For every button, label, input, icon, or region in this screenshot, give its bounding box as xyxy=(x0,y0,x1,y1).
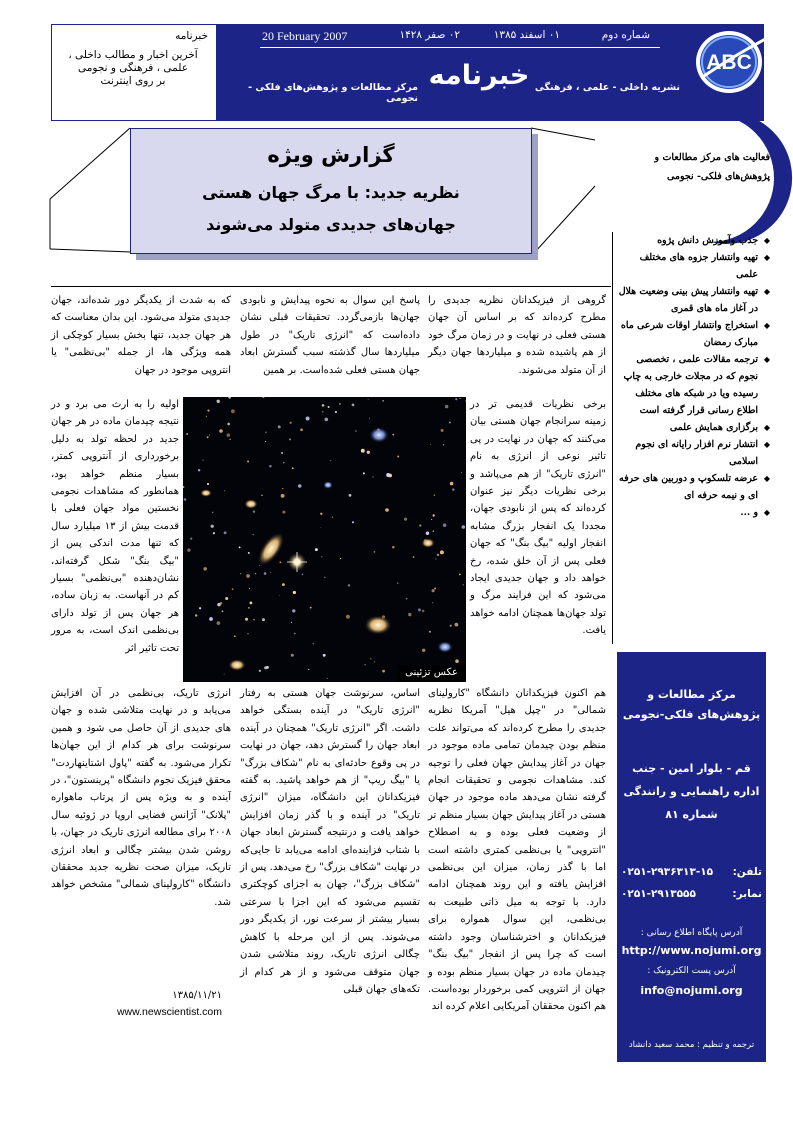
star-dot xyxy=(289,422,291,424)
star-dot xyxy=(465,401,466,402)
star-dot xyxy=(369,418,370,419)
star-dot xyxy=(231,409,235,413)
date-hijri: ۰۲ صفر ۱۴۲۸ xyxy=(399,29,460,41)
galaxy-image-icon xyxy=(183,397,466,682)
report-title: گزارش ویژه xyxy=(267,143,395,167)
star-dot xyxy=(315,548,318,551)
star-dot xyxy=(248,552,250,554)
star-dot xyxy=(372,476,373,477)
box-desc-1: آخرین اخبار و مطالب داخلی ، xyxy=(68,49,198,61)
star-dot xyxy=(440,550,444,554)
star-dot xyxy=(224,674,225,675)
star-dot xyxy=(382,400,384,402)
star-dot xyxy=(327,678,328,679)
star-dot xyxy=(209,617,213,621)
star-dot xyxy=(385,508,389,512)
box-desc-2: علمی ، فرهنگی و نجومی xyxy=(78,62,188,74)
star-dot xyxy=(450,625,452,627)
tagline: نشریه داخلی - علمی ، فرهنگی xyxy=(534,82,680,93)
star-dot xyxy=(455,659,459,663)
star-dot xyxy=(184,498,187,501)
photo-caption: عکس تزئینی xyxy=(397,665,466,682)
star-dot xyxy=(397,456,399,458)
star-dot xyxy=(246,574,250,578)
star-dot xyxy=(434,588,436,590)
star-dot xyxy=(282,511,285,514)
star-dot xyxy=(222,610,224,612)
article-date: ۱۳۸۵/۱۱/۲۱ xyxy=(172,990,222,1001)
star-dot xyxy=(282,583,285,586)
list-item: ◆ انتشار نرم افزار رایانه ای نجوم اسلامی xyxy=(615,436,770,470)
star-dot xyxy=(227,423,230,426)
star-dot xyxy=(282,488,283,489)
star-dot xyxy=(322,404,325,407)
star-dot xyxy=(348,584,350,586)
star-dot xyxy=(445,405,448,408)
article-col-right-mid: برخی نظریات قدیمی تر در زمینه سرانجام جهان هستی بیان می‌کنند که جهان در نهایت در پی تاثیر نوعی از انرژی به نام "انرژی تاریک" از هم می‌پاشد و برخی نظریات دیگر نیز عنوان کرده‌اند که پس از نابودی جهان، مجددا یک انفجار بزرگ مشابه انفجار اولیه "بیگ بنگ" که جهان فعلی پس از آن خلق شده، رخ خواهد داد و جهان جدیدی ایجاد می‌شود که این فرایند مرگ و تولد جهان‌ها همچنان ادامه خواهد یافت. xyxy=(470,399,606,637)
star-dot xyxy=(224,531,227,534)
star-dot xyxy=(224,490,225,491)
star-dot xyxy=(207,483,209,485)
star-dot xyxy=(229,439,230,440)
star-dot xyxy=(283,462,285,464)
list-item: ◆ استخراج وانتشار اوقات شرعی ماه مبارک رمضان xyxy=(615,317,770,351)
star-dot xyxy=(321,556,322,557)
star-dot xyxy=(462,525,466,529)
list-item: ◆ و ... xyxy=(615,504,770,521)
star-dot xyxy=(306,417,310,421)
star-dot xyxy=(363,472,365,474)
star-dot xyxy=(422,610,425,613)
activities-title xyxy=(600,148,770,186)
report-subtitle-2: جهان‌های جدیدی متولد می‌شوند xyxy=(206,215,456,234)
star-dot xyxy=(249,588,250,589)
star-dot xyxy=(459,574,461,576)
star-dot xyxy=(346,615,350,619)
list-item: ◆ تهیه وانتشار جزوه های مختلف علمی xyxy=(615,249,770,283)
star-dot xyxy=(217,400,220,403)
star-dot xyxy=(279,561,281,563)
star-dot xyxy=(261,495,263,497)
deep-field-photo xyxy=(183,397,466,682)
star-dot xyxy=(352,521,354,523)
activities-title-line-1: فعالیت های مرکز مطالعات و xyxy=(654,152,770,163)
star-dot xyxy=(240,573,241,574)
address-line-3: شماره ۸۱ xyxy=(665,808,718,821)
star-dot xyxy=(253,534,254,535)
star-dot xyxy=(248,607,250,609)
report-subtitle-1: نظریه جدید: با مرگ جهان هستی xyxy=(202,183,460,202)
star-dot xyxy=(437,554,439,556)
star-dot xyxy=(198,469,200,471)
star-dot xyxy=(455,623,459,627)
star-dot xyxy=(365,664,366,665)
star-dot xyxy=(368,399,369,400)
star-dot xyxy=(452,489,454,491)
star-dot xyxy=(382,670,385,673)
phone-number: ۰۲۵۱-۲۹۳۶۳۱۳-۱۵ xyxy=(621,866,714,878)
org-name: مرکز مطالعات و پژوهش‌های فلکی - نجومی xyxy=(248,82,418,104)
star-dot xyxy=(367,451,370,454)
star-dot xyxy=(310,607,312,609)
star-dot xyxy=(217,621,221,625)
star-dot xyxy=(374,661,375,662)
star-dot xyxy=(320,513,322,515)
star-dot xyxy=(422,649,425,652)
star-dot xyxy=(426,531,429,534)
issue-number: شماره دوم xyxy=(601,29,650,41)
star-dot xyxy=(234,635,236,637)
site-label: آدرس پایگاه اطلاع رسانی : xyxy=(640,928,743,938)
star-dot xyxy=(187,548,190,551)
star-dot xyxy=(232,588,234,590)
list-item: ◆ ترجمه مقالات علمی ، تخصصی نجوم که در مجلات خارجی به چاپ رسیده ویا در شبکه های مختلف اطلاع رسانی قرار گرفته است xyxy=(615,351,770,419)
star-dot xyxy=(352,404,355,407)
star-dot xyxy=(247,633,248,634)
star-dot xyxy=(228,397,231,399)
star-dot xyxy=(291,622,292,623)
star-dot xyxy=(262,397,264,398)
contact-box xyxy=(617,652,766,1062)
star-dot xyxy=(265,432,266,433)
star-dot xyxy=(249,601,252,604)
report-box-perspective xyxy=(40,124,140,264)
star-dot xyxy=(278,425,281,428)
star-dot xyxy=(340,558,341,559)
star-dot xyxy=(270,572,271,573)
star-dot xyxy=(211,525,214,528)
article-col-left-top: که به شدت از یکدیگر دور شده‌اند، جهان جدیدی متولد می‌شود. این بدان معناست که هر جهان جدید، تنها بخش بسیار کوچکی از همه ویژگی ها، از جمله "بی‌نظمی" یا انتروپی موجود در جهان xyxy=(51,295,231,376)
list-item: ◆ برگزاری همایش علمی xyxy=(615,419,770,436)
newsletter-info-box xyxy=(51,24,217,121)
star-dot xyxy=(449,422,451,424)
star-dot xyxy=(279,595,280,596)
star-dot xyxy=(374,551,376,553)
date-shamsi: ۰۱ اسفند ۱۳۸۵ xyxy=(493,29,560,41)
star-dot xyxy=(361,449,365,453)
star-dot xyxy=(349,494,352,497)
logo-text: ABC xyxy=(706,51,752,74)
star-dot xyxy=(406,598,408,600)
star-dot xyxy=(433,514,435,516)
star-dot xyxy=(203,567,206,570)
website-link[interactable]: http://www.nojumi.org xyxy=(621,944,762,957)
address-line-1: قم - بلوار امین - جنب xyxy=(632,762,751,775)
article-col-mid-bottom: اساس، سرنوشت جهان هستی به رفتار "انرژی تاریک" در آینده بستگی خواهد داشت. اگر "انرژی تاریک" همچنان در آینده ابعاد جهان را گسترش دهد، جهان در نهایت در پی وقوع حادثه‌ای به نام "شکاف بزرگ" یا "بیگ ریپ" از هم خواهد پاشید. به گفته فیزیکدانان این دانشگاه، میزان "انرژی تاریک" در آینده و با گذر زمان افزایش خواهد یافت و درنتیجه گسترش ابعاد جهان با شتاب فزاینده‌ای ادامه می‌یابد تا جایی‌که در نهایت "شکاف بزرگ" رخ می‌دهد. پس از "شکاف بزرگ"، جهان به اجزای کوچکتری تقسیم می‌شود که این اجزا با سرعتی بسیار بیشتر از سرعت نور، از یکدیگر دور می‌شوند. پس از این مرحله با کاهش چگالی انرژی تاریک، روند متلاشی شدن جهان متوقف می‌شود و از هر کدام از تکه‌های جهان قبلی xyxy=(240,688,420,995)
star-dot xyxy=(435,558,436,559)
star-dot xyxy=(298,484,301,487)
star-dot xyxy=(212,512,214,514)
star-dot xyxy=(443,444,444,445)
article-col-mid-top: پاسخ این سوال به نحوه پیدایش و نابودی جهان‌ها بازمی‌گردد. تحقیقات قبلی نشان داده‌است که "انرژی تاریک" در طول میلیاردها سال گذشته سبب گسترش ابعاد جهان هستی فعلی شده‌است. بر همین xyxy=(240,295,420,376)
star-dot xyxy=(262,618,265,621)
star-dot xyxy=(291,654,294,657)
star-dot xyxy=(302,574,304,576)
star-dot xyxy=(392,434,394,436)
fax-label: نمابر: xyxy=(732,888,762,900)
star-dot xyxy=(324,577,325,578)
star-dot xyxy=(293,591,296,594)
star-dot xyxy=(432,602,433,603)
star-dot xyxy=(404,518,407,521)
star-dot xyxy=(239,547,241,549)
article-col-right-bottom: هم اکنون فیزیکدانان دانشگاه "کارولینای شمالی" در "چپل هیل" آمریکا نظریه جدیدی را مطرح کرده‌اند که می‌تواند علت منظم بودن چیدمان تمامی ماده موجود در جهان در آغاز پیدایش جهان فعلی را توجیه کند. مشاهدات نجومی و تحقیقات انجام گرفته نشان می‌دهد ماده موجود در جهان هستی در آغاز پیدایش جهان بسیار منظم تر از وضعیت فعلی بوده و به اصطلاح "انتروپی" یا بی‌نظمی کمتری داشته است اما با گذر زمان، میزان این بی‌نظمی افزایش یافته و این روند همچنان ادامه دارد. با توجه به میل ذاتی طبیعت به بی‌نظمی، این سوال همواره برای فیزیکدانان و اخترشناسان وجود داشته است که چرا پس از انفجار "بیگ بنگ" چیدمان ماده در جهان بسیار منظم بوده و جهان از انتروپی کمی برخوردار بوده‌است. هم اکنون محققان آمریکایی اعلام کرده اند xyxy=(428,688,606,1013)
star-dot xyxy=(300,428,303,431)
star-dot xyxy=(207,410,209,412)
star-dot xyxy=(441,429,444,432)
star-dot xyxy=(397,582,398,583)
star-dot xyxy=(418,608,421,611)
star-dot xyxy=(269,465,271,467)
star-dot xyxy=(227,433,230,436)
star-dot xyxy=(199,607,201,609)
star-dot xyxy=(186,433,188,435)
box-desc-3: بر روی اینترنت xyxy=(100,75,166,87)
star-dot xyxy=(292,609,295,612)
article-col-right-top: گروهی از فیزیکدانان نظریه جدیدی را مطرح کرده‌اند که بر اساس آن جهان هستی فعلی در نهایت و در زمان مرگ خود از هم پاشیده شده و میلیاردها جهان دیگر از آن متولد می‌شوند. xyxy=(428,295,606,376)
star-dot xyxy=(281,494,285,498)
star-dot xyxy=(292,467,294,469)
list-item: ◆ عرضه تلسکوپ و دوربین های حرفه ای و نیمه حرفه ای xyxy=(615,470,770,504)
star-dot xyxy=(265,441,266,442)
star-dot xyxy=(339,403,341,405)
star-dot xyxy=(259,670,261,672)
star-dot xyxy=(330,460,331,461)
activities-list xyxy=(615,232,770,521)
credit-line: ترجمه و تنظیم : محمد سعید دانشاد xyxy=(628,1040,755,1050)
star-dot xyxy=(328,406,330,408)
star-dot xyxy=(335,411,337,413)
star-dot xyxy=(255,573,256,574)
address-line-2: اداره راهنمایی و رانندگی xyxy=(623,785,760,798)
list-item: ◆ جذب وآموزش دانش پژوه xyxy=(615,232,770,249)
star-dot xyxy=(392,546,394,548)
report-box-perspective-right xyxy=(525,126,615,260)
star-dot xyxy=(289,438,291,440)
star-dot xyxy=(324,418,328,422)
star-dot xyxy=(431,519,432,520)
star-dot xyxy=(247,460,249,462)
star-dot xyxy=(463,584,464,585)
star-dot xyxy=(202,460,203,461)
star-dot xyxy=(432,589,435,592)
star-dot xyxy=(461,472,462,473)
star-dot xyxy=(245,618,248,621)
star-dot xyxy=(386,473,390,477)
star-dot xyxy=(408,613,411,616)
star-dot xyxy=(322,411,324,413)
article-col-left-mid: اولیه را به ارث می برد و در نتیجه چیدمان ماده در هر جهان جدید در لحظه تولد به دلیل برخورداری از آنتروپی کمتر، بسیار منظم خواهد بود، همانطور که مشاهدات نجومی نخستین مواد جهان فعلی با قدمت بیش از ۱۳ میلیارد سال که تنها مدت اندکی پس از "بیگ بنگ" شکل گرفته‌اند، نشان‌دهنده "بی‌نظمی" بسیار کم در آنهاست. به زبان ساده، هر جهان پس از تولد دارای بی‌نظمی اندک است، به مرور تحت تاثیر اثر xyxy=(51,399,179,654)
date-gregorian: 20 February 2007 xyxy=(262,29,348,43)
article-col-left-bottom: انرژی تاریک، بی‌نظمی در آن افزایش می‌یابد و در نهایت متلاشی شده و جهان های جدیدی از آن حاصل می شود و همین سرنوشت برای هر کدام از این جهان‌ها تکرار می‌شود. به گفته "پاول اشتاینهاردت" محقق فیزیک نجوم دانشگاه "پرینستون"، در آینده و به ویژه پس از پرتاب ماهواره "پلانک" آژانس فضایی اروپا در ژوئیه سال ۲۰۰۸ برای مطالعه انرژی تاریک در جهان، با روشن شدن بیشتر چگالی و ابعاد انرژی تاریک، میزان صحت نظریه جدید محققان دانشگاه "کارولینای شمالی" مشخص خواهد شد. xyxy=(51,688,231,908)
star-dot xyxy=(294,633,295,634)
star-dot xyxy=(434,494,436,496)
star-dot xyxy=(253,510,255,512)
box-title: خبرنامه xyxy=(175,30,208,42)
source-link[interactable]: www.newscientist.com xyxy=(116,1006,222,1018)
special-report-box xyxy=(130,128,532,254)
star-dot xyxy=(323,654,326,657)
star-dot xyxy=(220,602,223,605)
contact-org-1: مرکز مطالعات و xyxy=(647,688,736,701)
article-top-rule xyxy=(51,286,611,287)
star-dot xyxy=(413,556,415,558)
star-dot xyxy=(281,452,283,454)
email-label: آدرس پست الکترونیک : xyxy=(647,966,736,976)
header-divider xyxy=(260,47,660,48)
star-dot xyxy=(209,435,210,436)
star-dot xyxy=(264,666,267,669)
star-dot xyxy=(460,398,461,399)
masthead-title: خبرنامه xyxy=(428,60,530,91)
star-dot xyxy=(253,619,255,621)
list-item: ◆ تهیه وانتشار پیش بینی وضعیت هلال در آغاز ماه های قمری xyxy=(615,283,770,317)
star-dot xyxy=(264,572,267,575)
star-dot xyxy=(313,643,314,644)
star-dot xyxy=(183,486,184,488)
star-dot xyxy=(219,429,223,433)
sidebar-divider xyxy=(612,232,613,644)
star-dot xyxy=(195,614,197,616)
fax-number: ۰۲۵۱-۲۹۱۳۵۵۵ xyxy=(621,888,696,900)
star-dot xyxy=(430,444,431,445)
star-dot xyxy=(419,524,421,526)
star-dot xyxy=(320,527,321,528)
star-dot xyxy=(225,597,228,600)
star-dot xyxy=(190,537,192,539)
star-dot xyxy=(455,398,457,400)
star-dot xyxy=(355,430,357,432)
phone-label: تلفن: xyxy=(732,866,762,878)
star-dot xyxy=(207,436,209,438)
activities-title-line-2: پژوهش‌های فلکی- نجومی xyxy=(666,171,770,182)
star-dot xyxy=(213,532,215,534)
abc-logo-icon xyxy=(689,22,781,100)
star-dot xyxy=(432,530,434,532)
email-link[interactable]: info@nojumi.org xyxy=(640,984,743,997)
star-dot xyxy=(450,482,454,486)
star-dot xyxy=(429,631,431,633)
contact-org-2: پژوهش‌های فلکی-نجومی xyxy=(622,708,761,721)
star-dot xyxy=(370,658,371,659)
star-dot xyxy=(443,523,447,527)
star-dot xyxy=(332,517,333,518)
star-dot xyxy=(308,669,309,670)
star-dot xyxy=(206,416,207,417)
